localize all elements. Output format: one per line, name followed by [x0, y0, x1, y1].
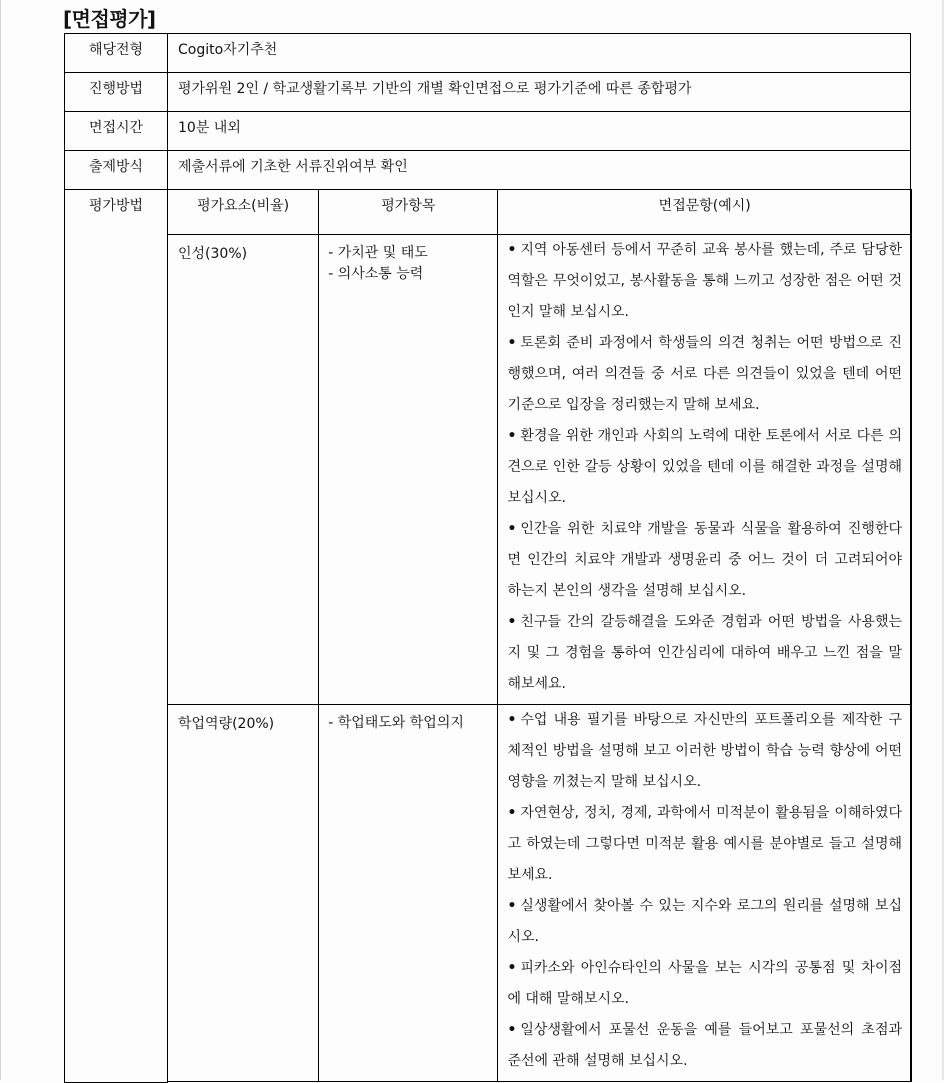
row-admission-type: [65, 34, 911, 73]
criteria-row-character: [168, 235, 912, 705]
row-label: 면접시간: [65, 112, 168, 151]
question-text: 환경을 위한 개인과 사회의 노력에 대한 토론에서 서로 다른 의견으로 인한 갈등 상황이 있었을 텐데 이를 해결한 과정을 설명해 보십시오.: [507, 428, 902, 506]
interview-evaluation-table: [64, 33, 911, 1083]
question-text: 피카소와 아인슈타인의 사물을 보는 시각의 공통점 및 차이점에 대해 말해보시오.: [507, 960, 902, 1007]
criteria-questions: [498, 705, 912, 1082]
bullet-icon: •: [507, 242, 517, 258]
criteria-element: 학업역량(20%): [168, 705, 319, 1082]
criteria-header-row: [168, 190, 912, 235]
row-value: 평가위원 2인 / 학교생활기록부 기반의 개별 확인면접으로 평가기준에 따른 종합평가: [168, 73, 911, 112]
criteria-items: [319, 235, 498, 705]
question-text: 수업 내용 필기를 바탕으로 자신만의 포트폴리오를 제작한 구체적인 방법을 설명해 보고 이러한 방법이 학습 능력 향상에 어떤 영향을 끼쳤는지 말해 보십시오.: [507, 712, 902, 790]
question-text: 실생활에서 찾아볼 수 있는 지수와 로그의 원리를 설명해 보십시오.: [507, 898, 902, 945]
bullet-icon: •: [507, 898, 517, 914]
bullet-icon: •: [507, 712, 517, 728]
question-text: 일상생활에서 포물선 운동을 예를 들어보고 포물선의 초점과 준선에 관해 설명해 보십시오.: [507, 1022, 902, 1069]
question-item: [507, 514, 902, 607]
question-item: [507, 798, 902, 891]
row-interview-time: [65, 112, 911, 151]
row-question-type: [65, 151, 911, 190]
row-label: 진행방법: [65, 73, 168, 112]
criteria-item: - 학업태도와 학업의지: [328, 715, 464, 731]
row-label: 평가방법: [65, 190, 168, 1083]
bullet-icon: •: [507, 805, 517, 821]
question-text: 토론회 준비 과정에서 학생들의 의견 청취는 어떤 방법으로 진행했으며, 여러 의견들 중 서로 다른 의견들이 있었을 텐데 어떤 기준으로 입장을 정리했는지 말해 보세요.: [507, 335, 902, 413]
bullet-icon: •: [507, 1022, 517, 1038]
row-value: 제출서류에 기초한 서류진위여부 확인: [168, 151, 911, 190]
criteria-row-academic: [168, 705, 912, 1082]
question-item: [507, 328, 902, 421]
question-item: [507, 1015, 902, 1077]
question-item: [507, 891, 902, 953]
question-item: [507, 953, 902, 1015]
criteria-element: 인성(30%): [168, 235, 319, 705]
question-item: [507, 705, 902, 798]
row-label: 해당전형: [65, 34, 168, 73]
header-element: 평가요소(비율): [168, 190, 319, 235]
question-text: 친구들 간의 갈등해결을 도와준 경험과 어떤 방법을 사용했는지 및 그 경험을 통하여 인간심리에 대하여 배우고 느낀 점을 말해보세요.: [507, 614, 902, 692]
bullet-icon: •: [507, 521, 517, 537]
question-text: 자연현상, 정치, 경제, 과학에서 미적분이 활용됨을 이해하였다고 하였는데 그렇다면 미적분 활용 예시를 분야별로 들고 설명해 보세요.: [507, 805, 902, 883]
evaluation-criteria-table: [167, 189, 912, 1082]
row-value: Cogito자기추천: [168, 34, 911, 73]
row-procedure: [65, 73, 911, 112]
bullet-icon: •: [507, 428, 517, 444]
question-item: [507, 235, 902, 328]
question-item: [507, 421, 902, 514]
row-label: 출제방식: [65, 151, 168, 190]
question-text: 지역 아동센터 등에서 꾸준히 교육 봉사를 했는데, 주로 담당한 역할은 무엇이었고, 봉사활동을 통해 느끼고 성장한 점은 어떤 것인지 말해 보십시오.: [507, 242, 902, 320]
bullet-icon: •: [507, 335, 517, 351]
section-title: [면접평가]: [63, 7, 156, 31]
criteria-item: - 의사소통 능력: [328, 266, 424, 282]
evaluation-method-cell: [168, 190, 911, 1083]
row-evaluation-method: [65, 190, 911, 1083]
bullet-icon: •: [507, 614, 517, 630]
page-edge-left: [0, 0, 1, 1080]
question-text: 인간을 위한 치료약 개발을 동물과 식물을 활용하여 진행한다면 인간의 치료약 개발과 생명윤리 중 어느 것이 더 고려되어야 하는지 본인의 생각을 설명해 보십시오.: [507, 521, 902, 599]
header-questions: 면접문항(예시): [498, 190, 912, 235]
criteria-item: - 가치관 및 태도: [328, 245, 428, 261]
criteria-questions: [498, 235, 912, 705]
question-item: [507, 607, 902, 700]
bullet-icon: •: [507, 960, 517, 976]
criteria-items: [319, 705, 498, 1082]
row-value: 10분 내외: [168, 112, 911, 151]
header-items: 평가항목: [319, 190, 498, 235]
